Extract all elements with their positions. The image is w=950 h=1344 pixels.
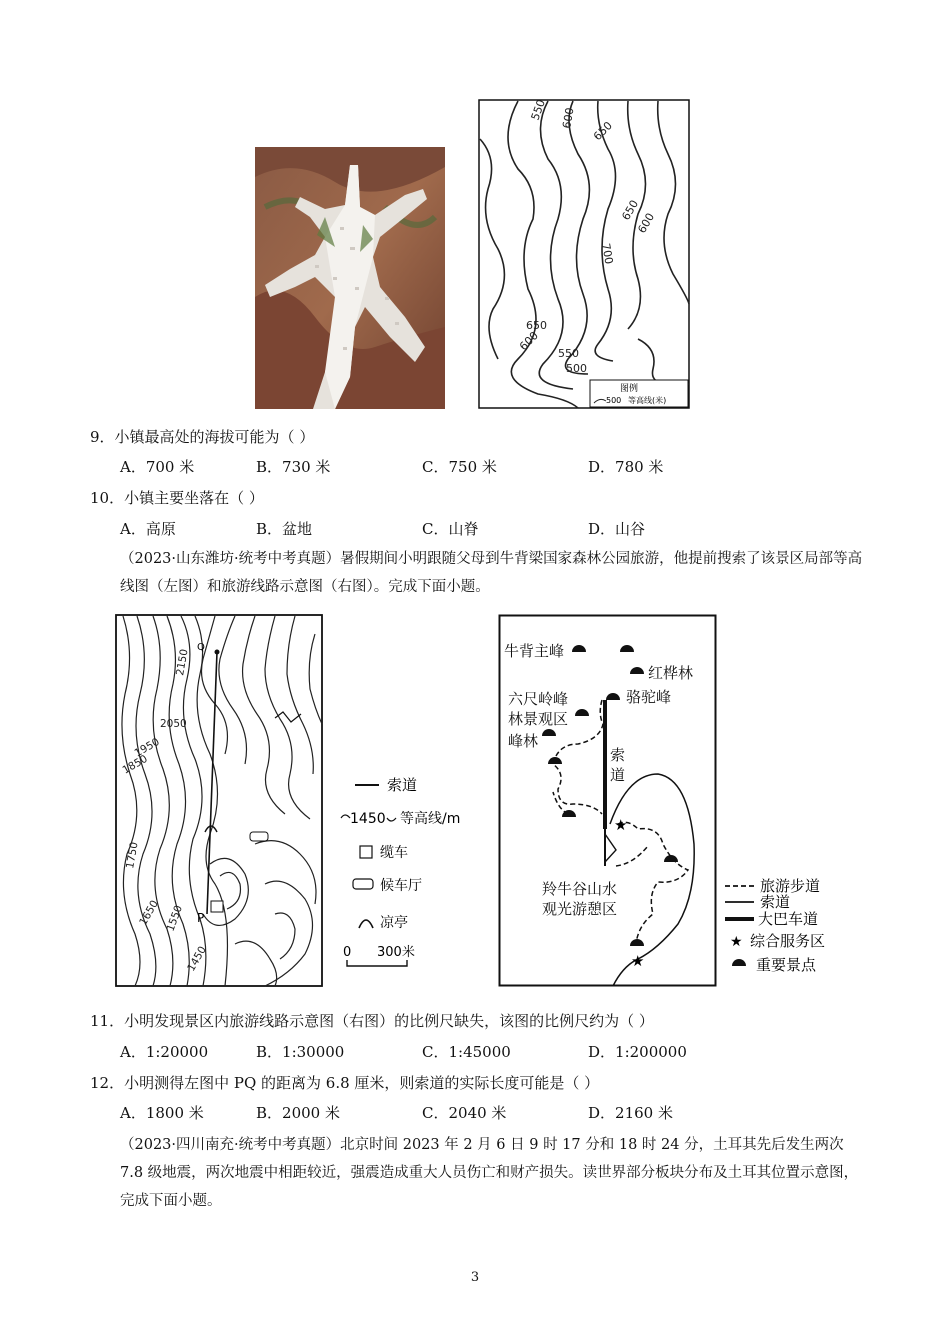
label-liuchiling-1: 六尺岭峰 <box>508 690 569 708</box>
label-camel-peak: 骆驼峰 <box>626 688 672 706</box>
tourism-route-map <box>498 614 850 988</box>
label-liuchiling-2: 林景观区 <box>508 710 569 728</box>
legend-service: 综合服务区 <box>750 932 826 950</box>
q10-option-c[interactable]: C．山脊 <box>422 520 479 538</box>
scale-zero: 0 <box>343 945 352 960</box>
waiting-hall-icon <box>250 832 268 841</box>
contour-label: 600 <box>516 329 541 354</box>
legend-spot: 重要景点 <box>756 956 817 974</box>
q12-option-d[interactable]: D．2160 米 <box>588 1104 673 1122</box>
point-p: P <box>197 911 205 925</box>
contour-label: 650 <box>619 197 642 223</box>
legend-cable-car-icon <box>360 846 372 858</box>
passage-turkey-earthquake <box>90 1131 865 1215</box>
legend-cableway: 索道 <box>760 893 791 911</box>
question-9-stem: 9．小镇最高处的海拔可能为（ ） <box>90 428 315 446</box>
legend-cable-car: 缆车 <box>380 845 408 861</box>
contour-label: 1450 <box>185 944 209 974</box>
contour-label: 1950 <box>132 735 162 760</box>
q11-option-c[interactable]: C．1:45000 <box>422 1043 511 1061</box>
contour-label: 1750 <box>124 841 141 870</box>
legend-waiting-hall: 候车厅 <box>380 878 422 894</box>
legend-spot-icon <box>732 959 746 966</box>
legend-pavilion: 凉亭 <box>380 915 408 931</box>
contour-label: 2050 <box>160 718 187 730</box>
label-valley-1: 羚牛谷山水 <box>542 880 618 898</box>
label-valley-2: 观光游憩区 <box>542 900 618 918</box>
q11-option-a[interactable]: A．1:20000 <box>120 1043 209 1061</box>
contour-label: 1550 <box>164 903 185 934</box>
contour-label: 550 <box>528 99 549 123</box>
contour-map-town <box>478 99 690 409</box>
contour-label: 600 <box>560 106 577 130</box>
legend-service-icon: ★ <box>730 934 743 950</box>
label-cableway-2: 道 <box>610 766 626 784</box>
legend-bus-road: 大巴车道 <box>758 910 819 928</box>
contour-map-scenic <box>115 614 487 988</box>
contour-label: 600 <box>635 210 658 236</box>
question-12-stem: 12．小明测得左图中 PQ 的距离为 6.8 厘米，则索道的实际长度可能是（ ） <box>90 1074 600 1092</box>
label-birch-forest: 红桦林 <box>648 664 694 682</box>
legend-trail: 旅游步道 <box>760 877 821 895</box>
contour-label: 650 <box>590 119 615 144</box>
q9-option-c[interactable]: C．750 米 <box>422 458 497 476</box>
question-10-stem: 10．小镇主要坐落在（ ） <box>90 489 264 507</box>
q10-option-b[interactable]: B．盆地 <box>256 520 313 538</box>
point-q: Q <box>197 642 205 653</box>
label-cableway-1: 索 <box>610 746 626 764</box>
photo-drawing <box>255 147 445 409</box>
page-number: 3 <box>470 1270 480 1285</box>
q10-option-d[interactable]: D．山谷 <box>588 520 646 538</box>
q12-option-c[interactable]: C．2040 米 <box>422 1104 507 1122</box>
tourism-route-map-drawing <box>498 614 850 988</box>
q11-option-b[interactable]: B．1:30000 <box>256 1043 345 1061</box>
legend-cableway: 索道 <box>387 776 418 794</box>
contour-label: 1850 <box>120 752 150 777</box>
q9-option-d[interactable]: D．780 米 <box>588 458 664 476</box>
legend-pavilion-icon <box>359 920 373 928</box>
valley-town-photo <box>255 147 445 409</box>
q9-option-a[interactable]: A．700 米 <box>120 458 195 476</box>
scale-value: 300米 <box>377 945 415 960</box>
label-peak-forest: 峰林 <box>508 732 539 750</box>
legend-contour-text: 等高线/m <box>400 811 461 827</box>
passage-niubeiliang <box>90 545 865 601</box>
q11-option-d[interactable]: D．1:200000 <box>588 1043 687 1061</box>
label-main-peak: 牛背主峰 <box>504 642 565 660</box>
legend-text: 等高线(米) <box>628 396 667 405</box>
cable-car-icon <box>211 901 223 912</box>
service-area-icon: ★ <box>614 816 628 834</box>
q9-option-b[interactable]: B．730 米 <box>256 458 331 476</box>
contour-label: 700 <box>599 242 616 266</box>
scale-bar <box>347 960 407 966</box>
q10-option-a[interactable]: A．高原 <box>120 520 176 538</box>
contour-label: 500 <box>566 362 587 375</box>
q12-option-a[interactable]: A．1800 米 <box>120 1104 204 1122</box>
legend-title: 图例 <box>620 384 639 394</box>
contour-label: 1650 <box>137 898 161 928</box>
contour-label: 650 <box>526 319 547 332</box>
service-area-icon: ★ <box>631 952 645 970</box>
passage-turkey-earthquake-text: （2023·四川南充·统考中考真题）北京时间 2023 年 2 月 6 日 9 时 17 分和 18 时 24 分，土耳其先后发生两次 7.8 级地震，两次地震中相距较近，强震造成重大人员伤亡和财产损失。读世界部分板块分布及土耳其位置示意图，完成下面小题。 <box>120 1137 859 1209</box>
contour-map-drawing <box>478 99 690 409</box>
legend-contour-value: 1450 <box>350 811 386 827</box>
q12-option-b[interactable]: B．2000 米 <box>256 1104 340 1122</box>
passage-niubeiliang-text: （2023·山东潍坊·统考中考真题）暑假期间小明跟随父母到牛背梁国家森林公园旅游，他提前搜索了该景区局部等高线图（左图）和旅游线路示意图（右图）。完成下面小题。 <box>120 551 863 595</box>
legend-value: 500 <box>606 396 622 405</box>
contour-map-scenic-drawing <box>115 614 487 988</box>
legend-waiting-hall-icon <box>353 879 373 889</box>
contour-label: 550 <box>558 347 579 360</box>
question-11-stem: 11．小明发现景区内旅游线路示意图（右图）的比例尺缺失，该图的比例尺约为（ ） <box>90 1012 654 1030</box>
contour-label: 2150 <box>174 648 191 677</box>
